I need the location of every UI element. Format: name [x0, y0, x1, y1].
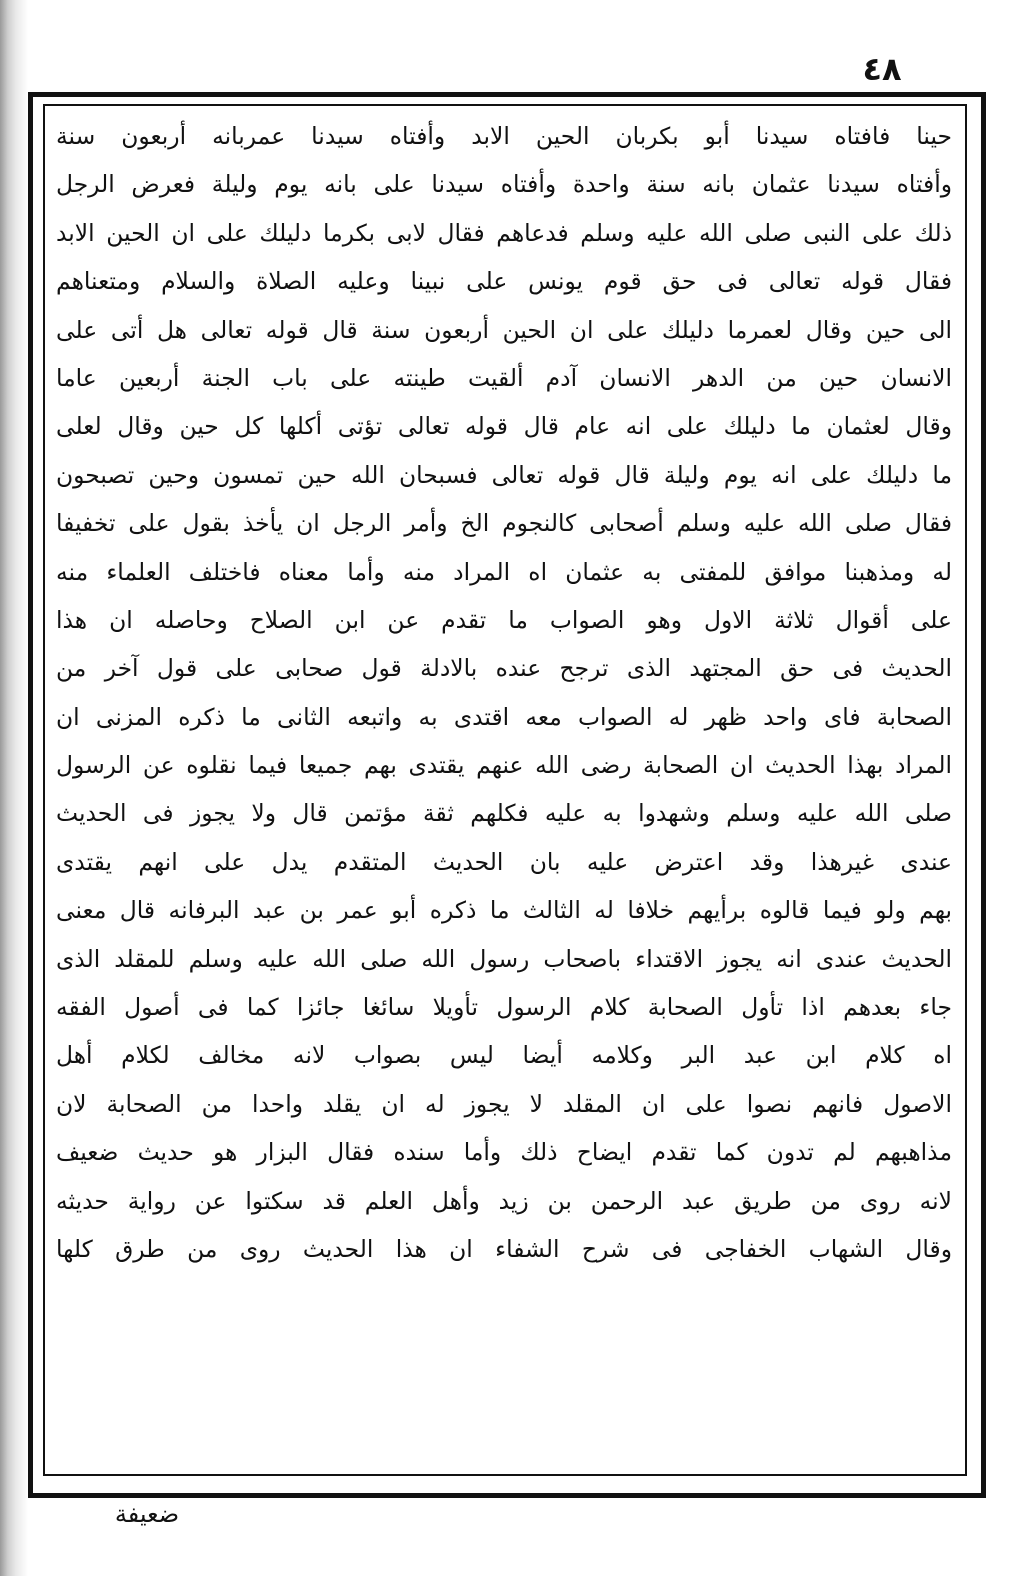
text-line: المراد بهذا الحديث ان الصحابة رضى الله عنهم يقتدى بهم جميعا فيما نقلوه عن الرسول: [56, 751, 952, 780]
text-line: الحديث عندى انه يجوز الاقتداء باصحاب رسول الله صلى الله عليه وسلم للمقلد الذى: [56, 944, 952, 973]
text-line: لانه روى من طريق عبد الرحمن بن زيد وأهل العلم قد سكتوا عن رواية حديثه: [56, 1186, 952, 1215]
text-line: فقال قوله تعالى فى حق قوم يونس على نبينا وعليه الصلاة والسلام ومتعناهم: [56, 267, 952, 296]
text-line: ذلك على النبى صلى الله عليه وسلم فدعاهم فقال لابى بكرما دليلك على ان الحين الابد: [56, 218, 952, 247]
text-line: الاصول فانهم نصوا على ان المقلد لا يجوز له ان يقلد واحدا من الصحابة لان: [56, 1089, 952, 1118]
text-line: وأفتاه سيدنا عثمان بانه سنة واحدة وأفتاه سيدنا على بانه يوم وليلة فعرض الرجل: [56, 170, 952, 199]
text-line: الى حين وقال لعمرما دليلك على ان الحين أربعون سنة قال قوله تعالى هل أتى على: [56, 315, 952, 344]
text-line: وقال الشهاب الخفاجى فى شرح الشفاء ان هذا الحديث روى من طرق كلها: [56, 1234, 952, 1263]
text-line: الحديث فى حق المجتهد الذى ترجح عنده بالادلة قول صحابى على قول آخر من: [56, 654, 952, 683]
text-line: فقال صلى الله عليه وسلم أصحابى كالنجوم الخ وأمر الرجل ان يأخذ بقول على تخفيفا: [56, 509, 952, 538]
main-text-block: [56, 112, 952, 1468]
text-line: له ومذهبنا موافق للمفتى به عثمان اه المراد منه وأما معناه فاختلف العلماء منه: [56, 557, 952, 586]
text-line: جاء بعدهم اذا تأول الصحابة كلام الرسول تأويلا سائغا جائزا كما فى أصول الفقه: [56, 993, 952, 1022]
page-number: ٤٨: [862, 50, 902, 88]
text-line: حينا فافتاه سيدنا أبو بكربان الحين الابد وأفتاه سيدنا عمربانه أربعون سنة: [56, 122, 952, 150]
catchword: ضعيفة: [114, 1500, 180, 1528]
text-line: الصحابة فاى واحد ظهر له الصواب معه اقتدى به واتبعه الثانى ما ذكره المزنى ان: [56, 702, 952, 731]
text-line: وقال لعثمان ما دليلك على انه عام قال قوله تعالى تؤتى أكلها كل حين وقال لعلى: [56, 412, 952, 441]
text-line: اه كلام ابن عبد البر وكلامه أيضا ليس بصواب لانه مخالف لكلام أهل: [56, 1041, 952, 1070]
text-line: ما دليلك على انه يوم وليلة قال قوله تعالى فسبحان الله حين تمسون وحين تصبحون: [56, 460, 952, 489]
text-line: عندى غيرهذا وقد اعترض عليه بان الحديث المتقدم يدل على انهم يقتدى: [56, 847, 952, 876]
binding-edge: [0, 0, 28, 1576]
text-line: مذاهبهم لم تدون كما تقدم ايضاح ذلك وأما سنده فقال البزار هو حديث ضعيف: [56, 1138, 952, 1167]
text-line: الانسان حين من الدهر الانسان آدم ألقيت طينته على باب الجنة أربعين عاما: [56, 363, 952, 392]
text-line: بهم ولو فيما قالوه برأيهم خلافا له الثالث ما ذكره أبو عمر بن عبد البرفانه قال معنى: [56, 896, 952, 925]
text-line: على أقوال ثلاثة الاول وهو الصواب ما تقدم عن ابن الصلاح وحاصله ان هذا: [56, 605, 952, 634]
text-line: صلى الله عليه وسلم وشهدوا به عليه فكلهم ثقة مؤتمن قال ولا يجوز فى الحديث: [56, 799, 952, 828]
